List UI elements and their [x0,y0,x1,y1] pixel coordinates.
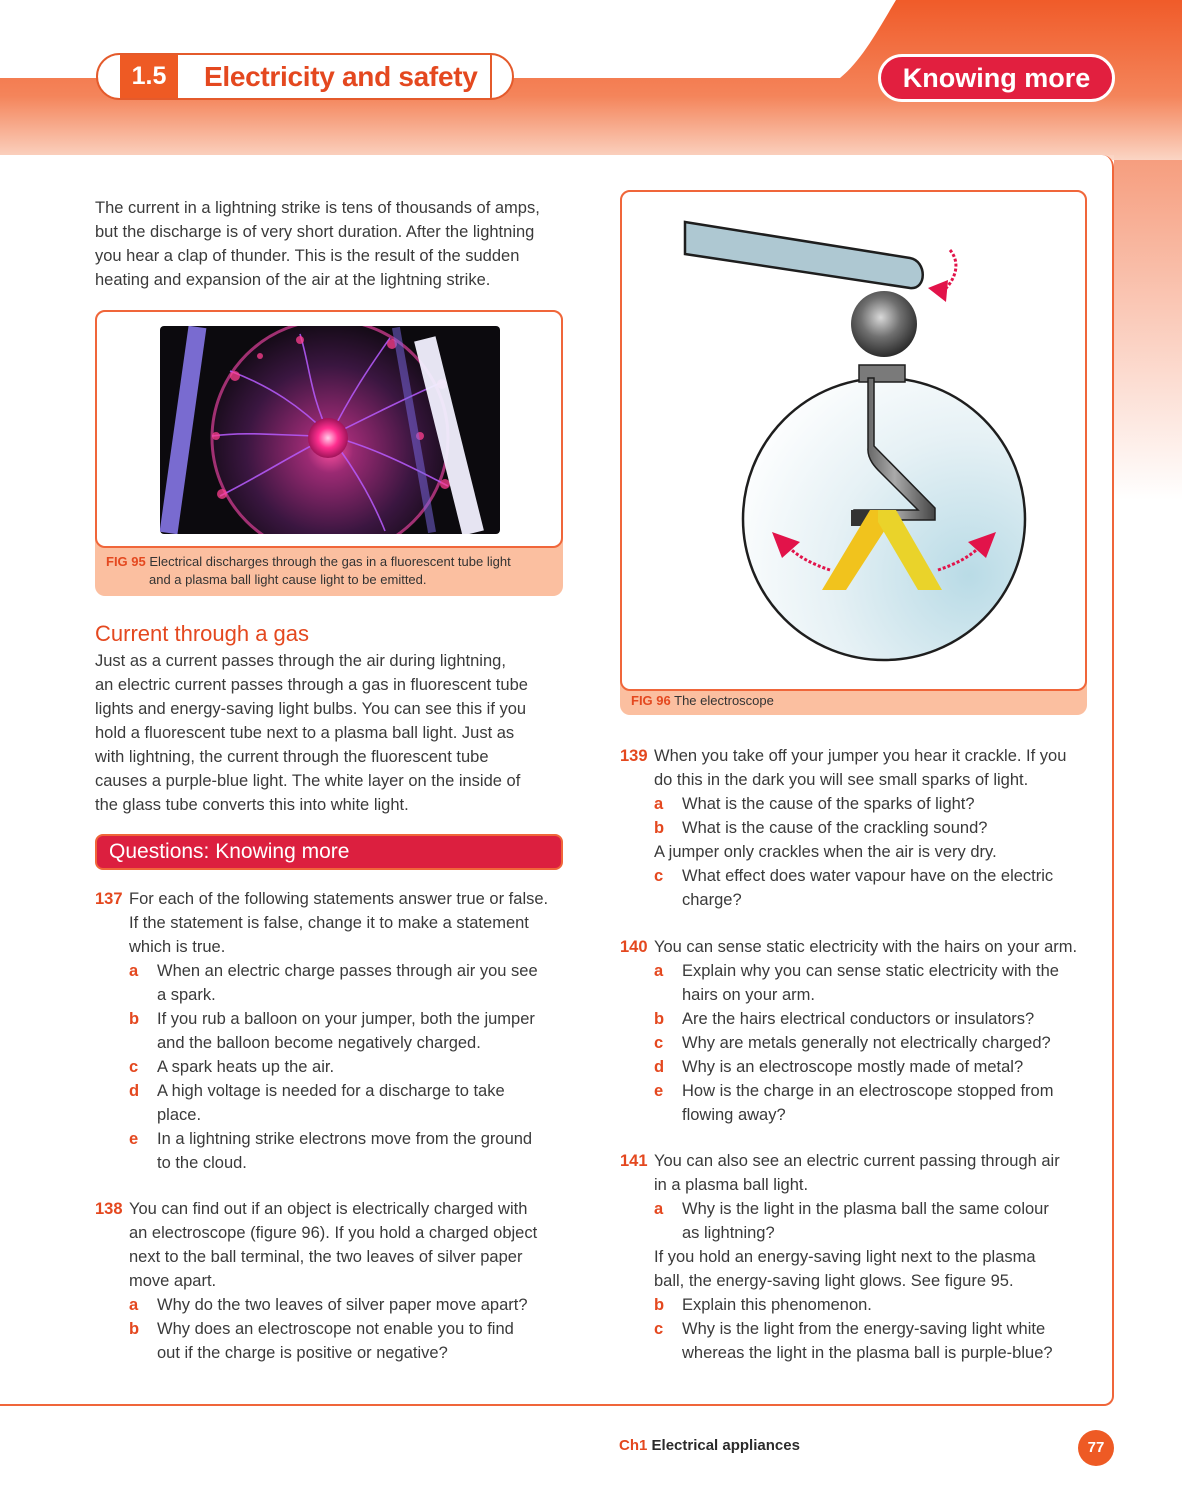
charged-rod [685,222,923,288]
question-number: 141 [620,1152,648,1170]
item-line: whereas the light in the plasma ball is purple-blue? [682,1344,1053,1362]
figure-96-caption [631,692,774,710]
figure-95-caption-line: and a plasma ball light cause light to be emitted. [149,572,427,587]
stem-line: For each of the following statements answer true or false. [129,890,549,908]
figure-95 [95,310,563,596]
electroscope-knob [851,291,917,357]
note-line: ball, the energy-saving light glows. See figure 95. [654,1272,1014,1290]
figure-96-label: FIG 96 [631,693,671,708]
question-stem [95,1197,570,1293]
item-line: If you rub a balloon on your jumper, both the jumper [157,1010,535,1028]
item-line: Why is an electroscope mostly made of metal? [682,1058,1024,1076]
question-item [95,1317,570,1365]
item-letter: a [654,795,664,813]
gas-line: with lightning, the current through the fluorescent tube [95,748,489,766]
item-line: What is the cause of the sparks of light? [682,795,975,813]
item-letter: c [129,1058,139,1076]
item-line: place. [157,1106,202,1124]
item-letter: c [654,1034,664,1052]
question-number: 139 [620,747,648,765]
section-number: 1.5 [120,55,178,98]
question-item [620,1007,1100,1031]
item-line: In a lightning strike electrons move from the ground [157,1130,533,1148]
gas-line: lights and energy-saving light bulbs. You can see this if you [95,700,527,718]
item-line: charge? [682,891,742,909]
intro-paragraph [95,196,567,292]
stem-line: When you take off your jumper you hear it crackle. If you [654,747,1067,765]
question-stem [620,744,1095,792]
item-line: Why is the light from the energy-saving light white [682,1320,1046,1338]
intro-line: heating and expansion of the air at the lightning strike. [95,271,491,289]
question-item [620,1055,1100,1079]
item-letter: b [129,1320,140,1338]
intro-line: you hear a clap of thunder. This is the result of the sudden [95,247,520,265]
item-letter: b [129,1010,140,1028]
question-item [620,1031,1100,1055]
question-item [620,959,1100,1007]
stem-line: next to the ball terminal, the two leaves of silver paper [129,1248,523,1266]
section-title-divider [490,55,492,98]
page-number: 77 [1078,1430,1114,1466]
electroscope-collar [859,365,905,382]
question-stem [95,887,570,959]
item-letter: d [654,1058,665,1076]
stem-line: If the statement is false, change it to make a statement [129,914,529,932]
question-137 [95,887,570,1175]
figure-95-label: FIG 95 [106,554,146,569]
item-line: Why are metals generally not electrically charged? [682,1034,1051,1052]
note-line: If you hold an energy-saving light next to the plasma [654,1248,1036,1266]
question-item [620,816,1095,840]
item-letter: a [654,962,664,980]
stem-line: You can also see an electric current passing through air [654,1152,1060,1170]
question-item [620,792,1095,816]
question-note: A jumper only crackles when the air is very dry. [654,843,997,861]
item-letter: b [654,819,665,837]
item-letter: a [129,962,139,980]
item-letter: e [654,1082,664,1100]
item-line: hairs on your arm. [682,986,815,1004]
figure-96 [620,190,1087,715]
item-letter: c [654,1320,664,1338]
question-item [620,1317,1095,1365]
item-line: Why does an electroscope not enable you to find [157,1320,514,1338]
question-140 [620,935,1100,1127]
gas-line: an electric current passes through a gas in fluorescent tube [95,676,528,694]
section-title-pill [96,53,514,100]
question-stem [620,1149,1095,1197]
gas-line: causes a purple-blue light. The white layer on the inside of [95,772,521,790]
item-line: a spark. [157,986,216,1004]
item-line: How is the charge in an electroscope stopped from [682,1082,1054,1100]
stem-line: do this in the dark you will see small sparks of light. [654,771,1029,789]
question-item [95,1007,570,1055]
question-139 [620,744,1095,912]
item-letter: e [129,1130,139,1148]
question-141 [620,1149,1095,1365]
question-item [95,959,570,1007]
knowing-more-badge: Knowing more [878,54,1115,102]
footer-chapter-number: Ch1 [619,1437,648,1454]
question-item [95,1079,570,1127]
electroscope-diagram [622,192,1085,689]
item-line: What effect does water vapour have on the electric [682,867,1054,885]
intro-line: but the discharge is of very short duration. After the lightning [95,223,535,241]
footer-chapter [619,1437,800,1454]
figure-96-frame [620,190,1087,691]
question-note [620,1245,1095,1293]
stem-line: You can sense static electricity with the hairs on your arm. [654,938,1078,956]
item-letter: b [654,1296,665,1314]
item-line: Why is the light in the plasma ball the same colour [682,1200,1049,1218]
figure-95-caption [106,553,511,589]
item-line: When an electric charge passes through air you see [157,962,538,980]
question-item [95,1127,570,1175]
figure-95-frame [95,310,563,548]
item-letter: d [129,1082,140,1100]
item-line: Are the hairs electrical conductors or insulators? [682,1010,1035,1028]
question-item [95,1293,570,1317]
item-line: What is the cause of the crackling sound? [682,819,988,837]
question-number: 138 [95,1200,123,1218]
item-line: as lightning? [682,1224,775,1242]
questions-heading-bar: Questions: Knowing more [95,834,563,870]
question-number: 140 [620,938,648,956]
question-item [620,1293,1095,1317]
stem-line: an electroscope (figure 96). If you hold a charged object [129,1224,538,1242]
item-line: Explain this phenomenon. [682,1296,872,1314]
question-number: 137 [95,890,123,908]
question-item [620,864,1095,912]
gas-line: hold a fluorescent tube next to a plasma ball light. Just as [95,724,515,742]
stem-line: which is true. [129,938,226,956]
figure-95-caption-line: Electrical discharges through the gas in a fluorescent tube light [149,554,511,569]
question-138 [95,1197,570,1365]
item-line: flowing away? [682,1106,786,1124]
item-line: A high voltage is needed for a discharge to take [157,1082,505,1100]
item-line: and the balloon become negatively charged. [157,1034,481,1052]
gas-paragraph [95,649,567,817]
footer-chapter-title: Electrical appliances [651,1437,800,1454]
item-line: out if the charge is positive or negative? [157,1344,448,1362]
item-letter: c [654,867,664,885]
plasma-ball-photo [160,326,500,534]
item-line: to the cloud. [157,1154,247,1172]
gas-line: Just as a current passes through the air during lightning, [95,652,506,670]
stem-line: You can find out if an object is electrically charged with [129,1200,528,1218]
intro-line: The current in a lightning strike is tens of thousands of amps, [95,199,540,217]
item-letter: a [129,1296,139,1314]
item-letter: a [654,1200,664,1218]
question-item [620,1197,1095,1245]
current-through-gas-heading: Current through a gas [95,621,310,646]
item-letter: b [654,1010,665,1028]
stem-line: move apart. [129,1272,217,1290]
question-stem [620,935,1100,959]
section-title: Electricity and safety [204,61,478,92]
stem-line: in a plasma ball light. [654,1176,809,1194]
gas-line: the glass tube converts this into white light. [95,796,409,814]
figure-96-caption-text: The electroscope [674,693,774,708]
item-line: Explain why you can sense static electricity with the [682,962,1059,980]
question-item [620,1079,1100,1127]
item-line: A spark heats up the air. [157,1058,335,1076]
item-line: Why do the two leaves of silver paper move apart? [157,1296,528,1314]
question-item [95,1055,570,1079]
